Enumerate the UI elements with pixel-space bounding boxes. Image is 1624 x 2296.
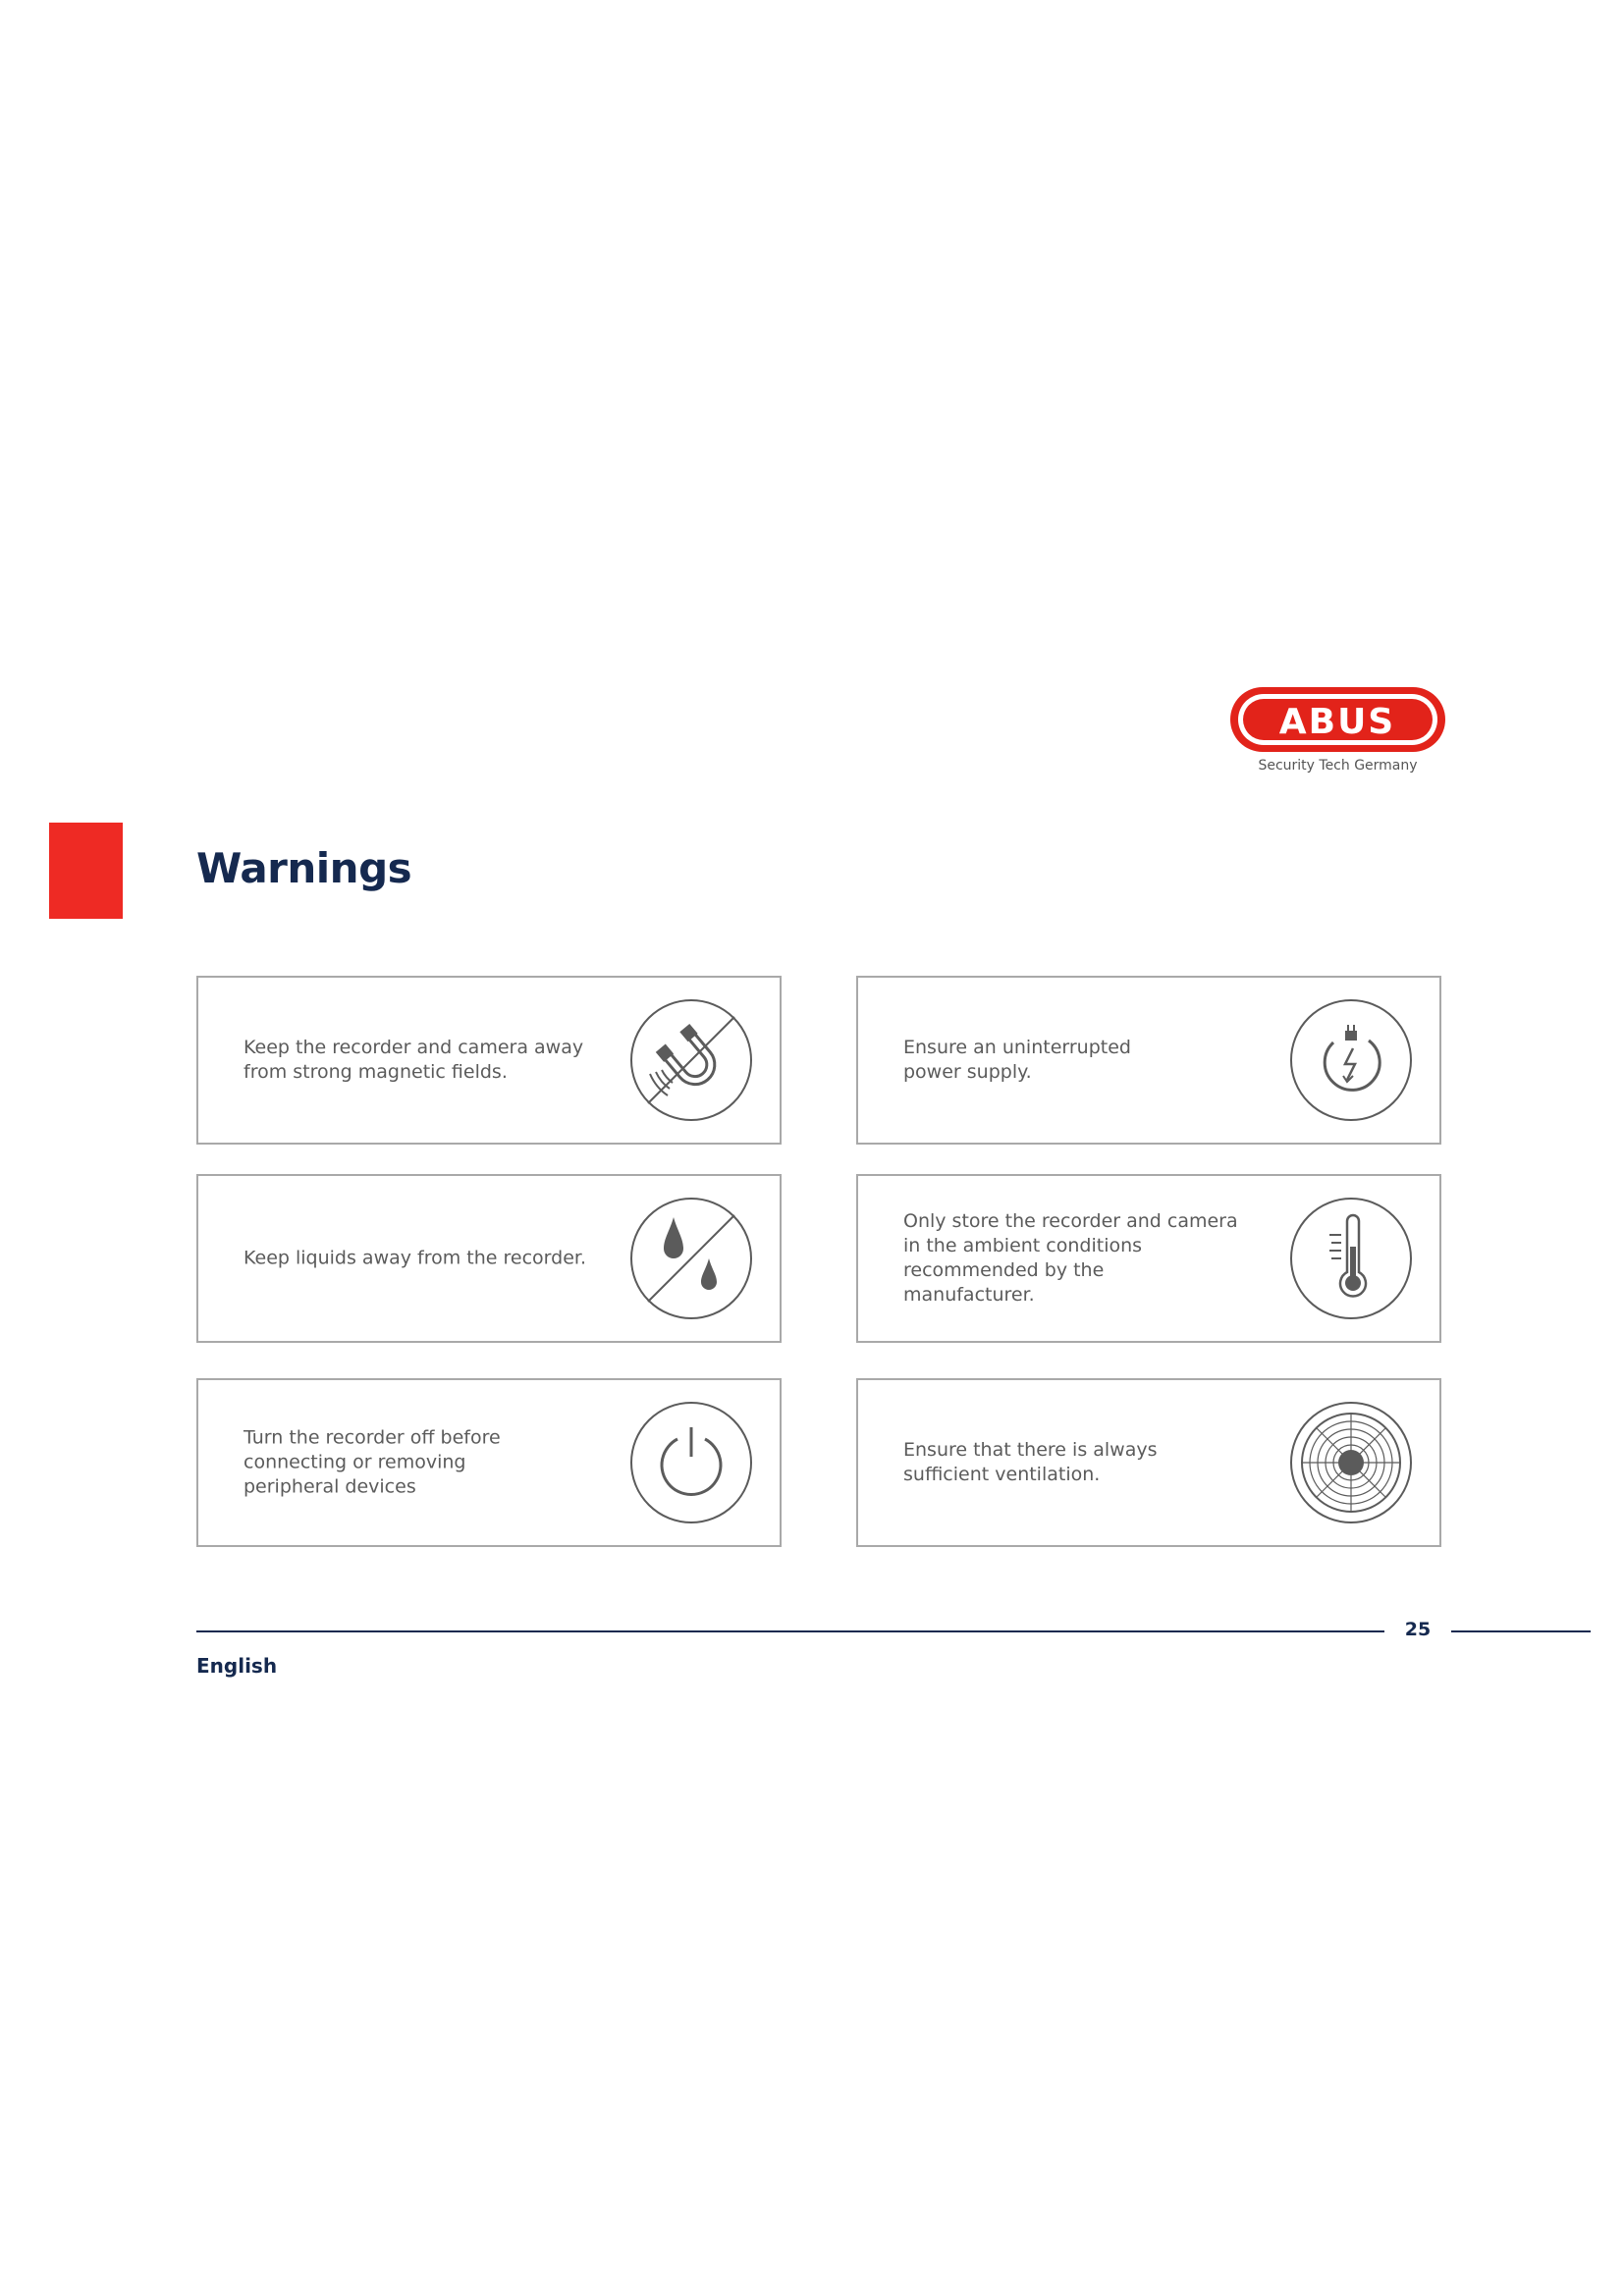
page-title: Warnings: [196, 844, 412, 892]
footer-rule: [196, 1630, 1384, 1632]
warning-card-liquids: [196, 1174, 782, 1343]
warning-card-ventilation: [856, 1378, 1441, 1547]
warning-text: Ensure an uninterrupted power supply.: [903, 1037, 1131, 1083]
warning-text: Keep the recorder and camera away from strong magnetic fields.: [244, 1037, 584, 1083]
warning-text: Turn the recorder off before connecting or removing peripheral devices: [244, 1426, 501, 1498]
warning-card-power-supply: [856, 976, 1441, 1145]
logo-tagline: Security Tech Germany: [1258, 758, 1418, 774]
warning-text: Ensure that there is always sufficient ventilation.: [903, 1439, 1158, 1485]
no-magnet-icon: [628, 997, 754, 1123]
no-liquids-icon: [628, 1196, 754, 1321]
power-supply-icon: [1288, 997, 1414, 1123]
section-marker: [49, 823, 123, 919]
warning-card-magnetic: [196, 976, 782, 1145]
warning-card-power-off: [196, 1378, 782, 1547]
fan-icon: [1288, 1400, 1414, 1525]
warning-text: Keep liquids away from the recorder.: [244, 1247, 587, 1269]
power-off-icon: [628, 1400, 754, 1525]
page-number: 25: [1404, 1619, 1432, 1640]
footer-rule-right: [1451, 1630, 1591, 1632]
warning-text: Only store the recorder and camera in the ambient conditions recommended by the manufacturer.: [903, 1210, 1238, 1306]
logo-wordmark: ABUS: [1278, 702, 1396, 742]
thermometer-icon: [1288, 1196, 1414, 1321]
warning-card-ambient-conditions: [856, 1174, 1441, 1343]
footer-language: English: [196, 1654, 278, 1678]
